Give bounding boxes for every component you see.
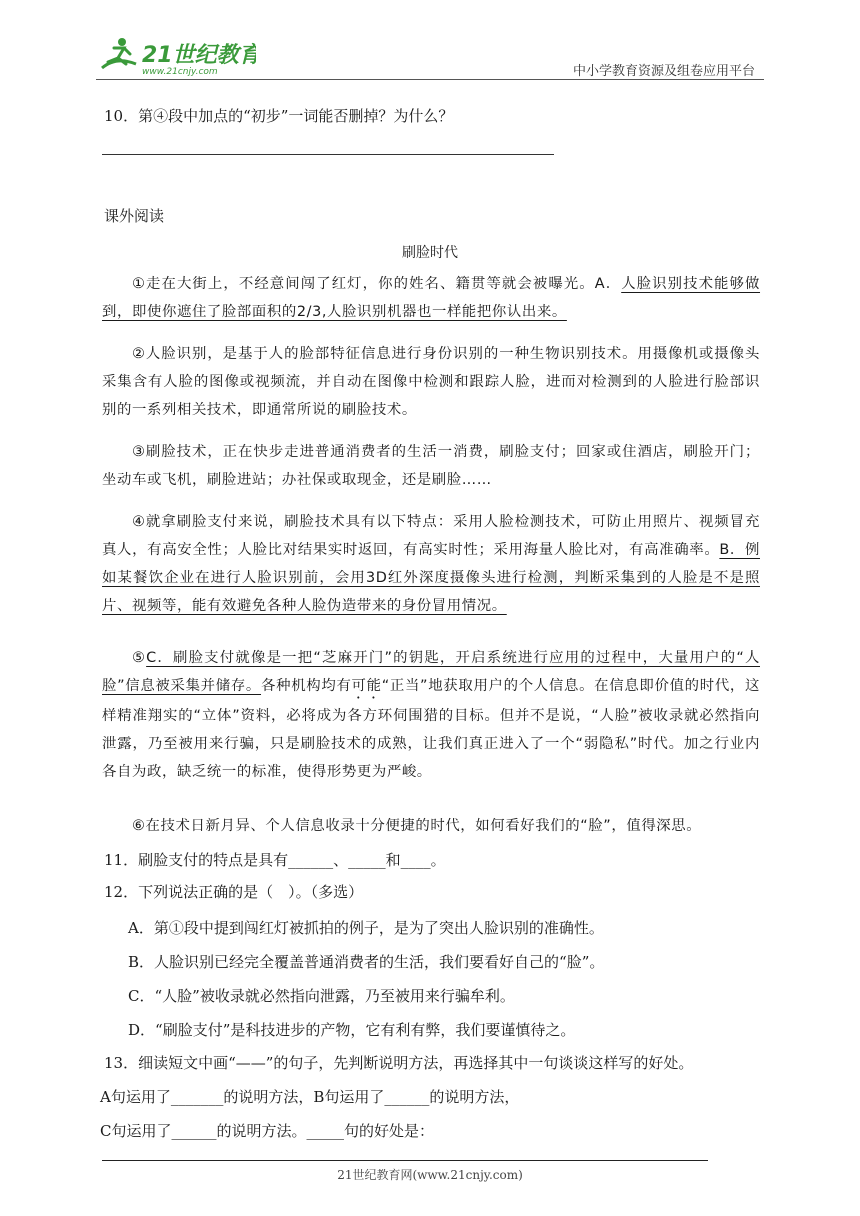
logo-url: www.21cnjy.com (142, 67, 218, 77)
paragraph-6 (102, 812, 760, 840)
question-13: 13．细读短文中画“——”的句子，先判断说明方法，再选择其中一句谈谈这样写的好处。 (104, 1054, 694, 1072)
question-13-line-1: A句运用了_______的说明方法，B句运用了______的说明方法， (100, 1088, 520, 1106)
header-divider (96, 79, 764, 80)
footer-text: 21世纪教育网(www.21cnjy.com) (337, 1168, 523, 1182)
paragraph-5 (102, 644, 760, 786)
paragraph-2 (102, 340, 760, 424)
p3-text: ③刷脸技术，正在快步走进普通消费者的生活一消费，刷脸支付；回家或住酒店，刷脸开门；坐动车或飞机，刷脸进站；办社保或取现金，还是刷脸…… (102, 444, 760, 488)
p2-text: ②人脸识别，是基于人的脸部特征信息进行身份识别的一种生物识别技术。用摄像机或摄像头采集含有人脸的图像或视频流，并自动在图像中检测和跟踪人脸，进而对检测到的人脸进行脸部识别的一系列相关技术，即通常所说的刷脸技术。 (102, 346, 760, 418)
answer-line (102, 154, 554, 155)
p5-dotted-word: 可能 (351, 678, 382, 694)
p5-text-b: “正当”地获取用户的个人信息。在信息即价值的时代，这样精准翔实的“立体”资料，必将成为各方环伺围猎的目标。但并不是说，“人脸”被收录就必然指向泄露，乃至被用来行骗，只是刷脸技术的成熟，让我们真正进入了一个“弱隐私”时代。加之行业内各自为政，缺乏统一的标准，使得形势更为严峻。 (102, 678, 761, 780)
question-11: 11．刷脸支付的特点是具有______、_____和____。 (104, 851, 446, 869)
question-12: 12．下列说法正确的是（ ）。（多选） (104, 883, 364, 901)
runner-logo-icon (96, 34, 256, 78)
question-10: 10．第④段中加点的“初步”一词能否删掉？为什么？ (104, 107, 454, 125)
paragraph-4 (102, 508, 760, 620)
p5-text-a: 各种机构均有 (261, 678, 352, 694)
p5-number: ⑤ (132, 650, 147, 666)
option-b: B．人脸识别已经完全覆盖普通消费者的生活，我们要看好自己的“脸”。 (128, 953, 605, 971)
question-13-line-2: C句运用了______的说明方法。_____句的好处是： (100, 1122, 434, 1140)
option-a: A．第①段中提到闯红灯被抓拍的例子，是为了突出人脸识别的准确性。 (128, 919, 604, 937)
option-c: C．“人脸”被收录就必然指向泄露，乃至被用来行骗牟利。 (128, 987, 515, 1005)
footer-divider (102, 1160, 708, 1161)
platform-name: 中小学教育资源及组卷应用平台 (572, 64, 755, 79)
p5-underlined: C．刷脸支付就像是一把“芝麻开门”的钥匙，开启系统进行应用的过程中，大量用户的“人脸”信息被采集并储存。 (102, 650, 760, 694)
paragraph-1 (102, 270, 760, 326)
logo-text: 21世纪教育 (142, 43, 256, 68)
logo (96, 34, 256, 78)
p4-underlined: B．例如某餐饮企业在进行人脸识别前，会用3D红外深度摄像头进行检测，判断采集到的人脸是不是照片、视频等，能有效避免各种人脸伪造带来的身份冒用情况。 (102, 542, 760, 614)
p4-text: ④就拿刷脸支付来说，刷脸技术具有以下特点：采用人脸检测技术，可防止用照片、视频冒充真人，有高安全性；人脸比对结果实时返回，有高实时性；采用海量人脸比对，有高准确率。 (102, 514, 760, 558)
p1-underlined: 人脸识别技术能够做到，即使你遮住了脸部面积的2/3,人脸识别机器也一样能把你认出来。 (102, 276, 761, 320)
p1-text: ①走在大街上，不经意间闯了红灯，你的姓名、籍贯等就会被曝光。A． (132, 276, 622, 292)
paragraph-3 (102, 438, 760, 494)
section-heading: 课外阅读 (104, 207, 165, 225)
p6-text: ⑥在技术日新月异、个人信息收录十分便捷的时代，如何看好我们的“脸”，值得深思。 (132, 818, 702, 834)
option-d: D．“刷脸支付”是科技进步的产物，它有利有弊，我们要谨慎待之。 (128, 1021, 576, 1039)
article-title: 刷脸时代 (402, 245, 458, 261)
